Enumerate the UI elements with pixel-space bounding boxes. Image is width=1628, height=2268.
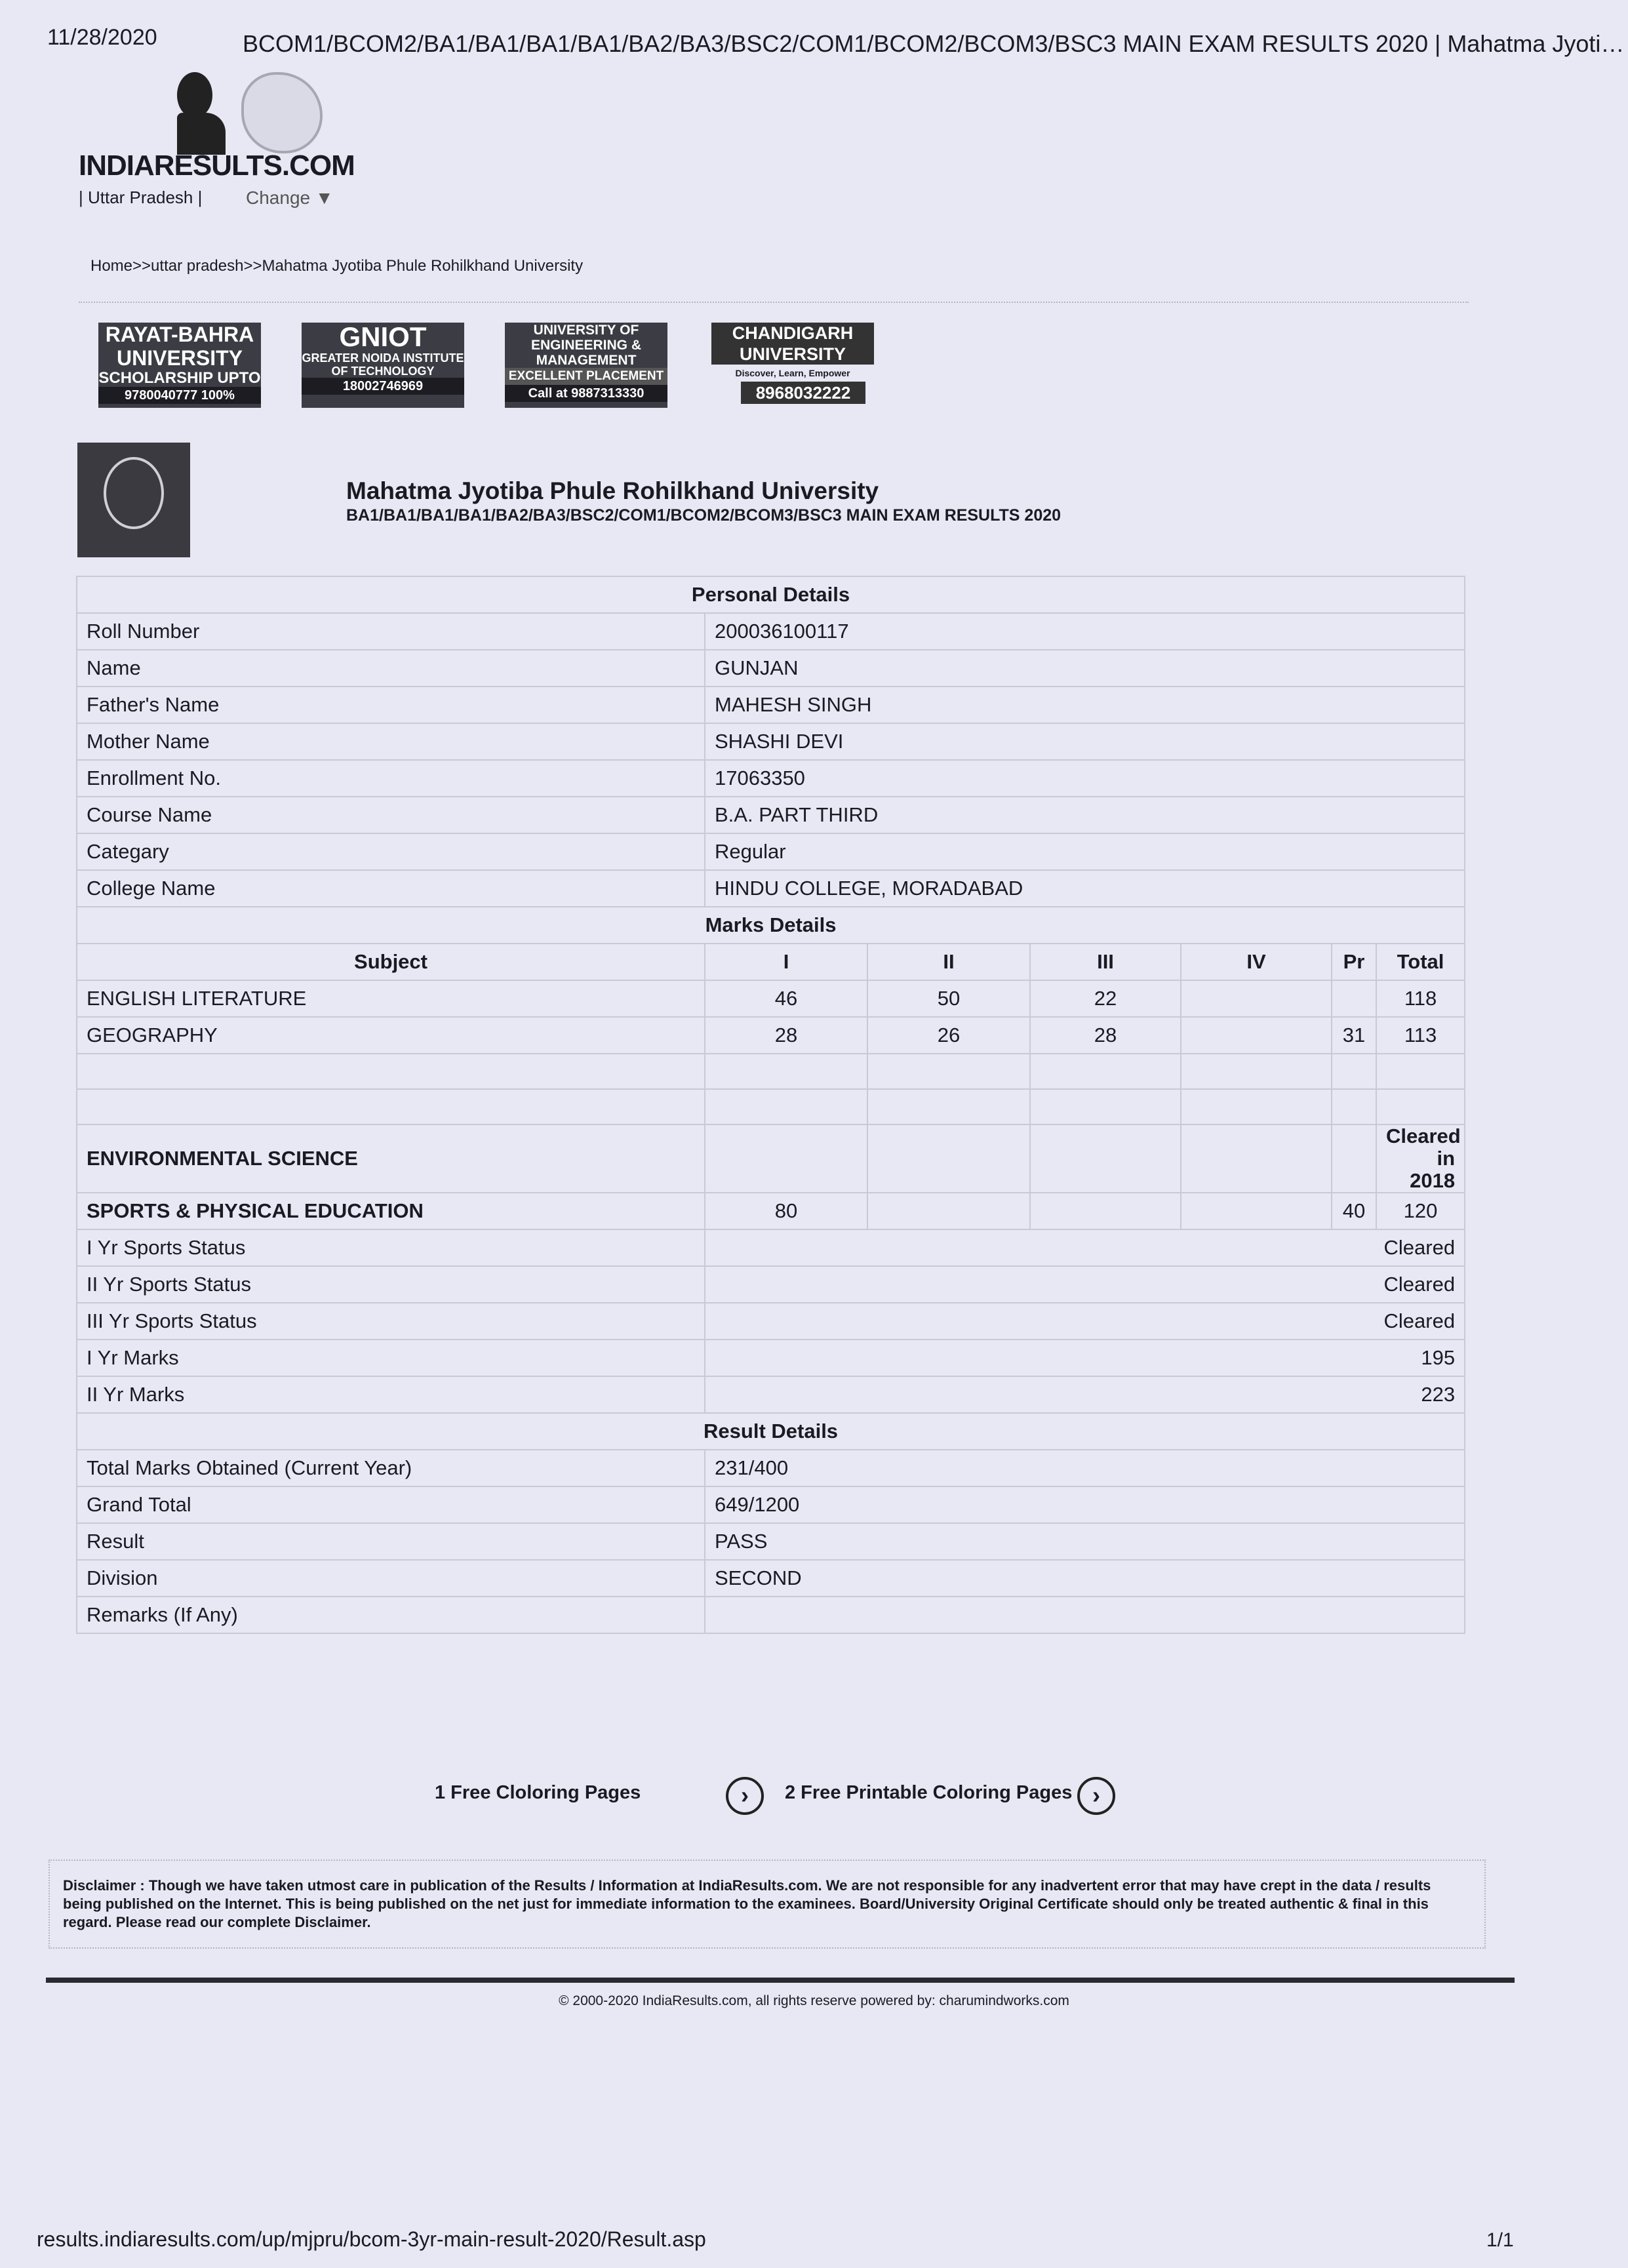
change-state-link[interactable]: Change ▼ [246,188,334,208]
total-cell: 113 [1376,1017,1465,1054]
mark-cell: 26 [867,1017,1030,1054]
subject-name: GEOGRAPHY [77,1017,705,1054]
column-header: IV [1181,944,1332,980]
ad-banner-uem[interactable] [505,323,667,408]
mark-cell [1332,980,1376,1017]
ad-banner-rayat-bahra[interactable] [98,323,261,408]
person-icon [177,72,212,118]
ad-line: UNIVERSITY [116,346,243,370]
row-label: Enrollment No. [77,760,705,797]
result-details-heading: Result Details [77,1413,1465,1450]
row-value: Cleared [705,1303,1465,1340]
ad-line: GREATER NOIDA INSTITUTE OF TECHNOLOGY [302,351,464,378]
row-value [705,1597,1465,1633]
column-header: II [867,944,1030,980]
emblem-ring [104,457,164,529]
marks-header-row [77,944,1465,980]
table-row [77,1597,1465,1633]
subject-name: ENGLISH LITERATURE [77,980,705,1017]
ad-line: SCHOLARSHIP UPTO [98,369,261,387]
row-value: B.A. PART THIRD [705,797,1465,833]
row-value: 17063350 [705,760,1465,797]
row-value: PASS [705,1523,1465,1560]
row-label: I Yr Sports Status [77,1229,705,1266]
row-label: Name [77,650,705,686]
state-label: | Uttar Pradesh | [79,188,203,207]
table-row [77,870,1465,907]
print-date: 11/28/2020 [47,25,157,50]
row-value: GUNJAN [705,650,1465,686]
table-row [77,1340,1465,1376]
personal-details-heading: Personal Details [77,576,1465,613]
ad-banner-chandigarh[interactable] [711,323,874,408]
chevron-right-icon[interactable]: › [726,1777,764,1815]
row-label: III Yr Sports Status [77,1303,705,1340]
row-value: 649/1200 [705,1486,1465,1523]
row-value: 231/400 [705,1450,1465,1486]
ad-line: RAYAT-BAHRA [105,323,254,346]
ad-line: CHANDIGARH UNIVERSITY [711,323,874,365]
ad-line: UNIVERSITY OF ENGINEERING & MANAGEMENT [530,323,642,368]
mark-cell: 22 [1030,980,1181,1017]
empty-row [77,1089,1465,1124]
print-page-title: BCOM1/BCOM2/BA1/BA1/BA1/BA1/BA2/BA3/BSC2/COM1/BCOM2/BCOM3/BSC3 MAIN EXAM RESULTS 2020 | Mahatma Jyoti… [243,30,1625,57]
row-value: 200036100117 [705,613,1465,650]
mark-cell [1181,980,1332,1017]
total-cell: 120 [1376,1193,1465,1229]
row-value: HINDU COLLEGE, MORADABAD [705,870,1465,907]
column-header: Total [1376,944,1465,980]
table-row [77,1229,1465,1266]
column-header: III [1030,944,1181,980]
chevron-right-icon[interactable]: › [1077,1777,1115,1815]
state-map-icon [241,72,323,153]
table-row [77,1450,1465,1486]
row-value: 195 [705,1340,1465,1376]
free-printable-coloring-pages-link[interactable]: 2 Free Printable Coloring Pages [785,1782,1073,1803]
table-row [77,1560,1465,1597]
row-value: 223 [705,1376,1465,1413]
mark-cell: 31 [1332,1017,1376,1054]
free-coloring-pages-link[interactable]: 1 Free Cloloring Pages [435,1782,641,1803]
subject-name: ENVIRONMENTAL SCIENCE [77,1124,705,1193]
row-value: SHASHI DEVI [705,723,1465,760]
column-header: Pr [1332,944,1376,980]
result-table [76,576,1465,1634]
row-label: II Yr Marks [77,1376,705,1413]
footer-divider [46,1978,1515,1983]
row-label: Roll Number [77,613,705,650]
table-row [77,797,1465,833]
table-row [77,613,1465,650]
table-row [77,686,1465,723]
row-label: Total Marks Obtained (Current Year) [77,1450,705,1486]
exam-title: BA1/BA1/BA1/BA1/BA2/BA3/BSC2/COM1/BCOM2/BCOM3/BSC3 MAIN EXAM RESULTS 2020 [346,506,1062,525]
ad-line: 8968032222 [741,382,865,404]
row-label: Mother Name [77,723,705,760]
copyright: © 2000-2020 IndiaResults.com, all rights reserve powered by: charumindworks.com [559,1993,1069,2008]
mark-cell [1181,1017,1332,1054]
print-page-number: 1/1 [1486,2229,1514,2251]
row-label: Father's Name [77,686,705,723]
ad-line: EXCELLENT PLACEMENT [505,368,667,385]
ad-line: 18002746969 [302,378,464,395]
subject-row [77,1193,1465,1229]
table-row [77,760,1465,797]
mark-cell: 46 [705,980,867,1017]
column-header: Subject [77,944,705,980]
total-cell: 118 [1376,980,1465,1017]
person-body-icon [177,113,226,155]
row-label: I Yr Marks [77,1340,705,1376]
subject-row [77,1124,1465,1193]
university-emblem-icon [77,443,190,557]
ad-line: GNIOT [339,321,427,352]
row-label: Result [77,1523,705,1560]
row-value: Cleared [705,1229,1465,1266]
ad-line: Call at 9887313330 [505,385,667,402]
table-row [77,1303,1465,1340]
empty-row [77,1054,1465,1089]
subject-row [77,1017,1465,1054]
mark-cell: 28 [705,1017,867,1054]
row-value: Cleared [705,1266,1465,1303]
column-header: I [705,944,867,980]
row-label: Categary [77,833,705,870]
subject-name: SPORTS & PHYSICAL EDUCATION [77,1193,705,1229]
print-url: results.indiaresults.com/up/mjpru/bcom-3yr-main-result-2020/Result.asp [37,2227,706,2251]
total-cell [1376,1124,1465,1193]
row-value: SECOND [705,1560,1465,1597]
table-row [77,650,1465,686]
table-row [77,1486,1465,1523]
mark-cell: 50 [867,980,1030,1017]
mark-cell: 40 [1332,1193,1376,1229]
cleared-text: Cleared [1386,1124,1461,1147]
table-row [77,723,1465,760]
ad-line: Discover, Learn, Empower [735,368,850,378]
table-row [77,1523,1465,1560]
ad-banner-gniot[interactable] [302,323,464,408]
row-label: II Yr Sports Status [77,1266,705,1303]
table-row [77,833,1465,870]
logo-text[interactable]: INDIARESULTS.COM [79,149,355,182]
mark-cell: 80 [705,1193,867,1229]
mark-cell: 28 [1030,1017,1181,1054]
row-value: MAHESH SINGH [705,686,1465,723]
row-label: Course Name [77,797,705,833]
table-row [77,1376,1465,1413]
marks-details-heading: Marks Details [77,907,1465,944]
divider [79,302,1469,303]
row-value: Regular [705,833,1465,870]
row-label: Division [77,1560,705,1597]
row-label: Grand Total [77,1486,705,1523]
subject-row [77,980,1465,1017]
row-label: Remarks (If Any) [77,1597,705,1633]
row-label: College Name [77,870,705,907]
cleared-year: in 2018 [1410,1147,1456,1192]
table-row [77,1266,1465,1303]
university-name: Mahatma Jyotiba Phule Rohilkhand University [346,477,879,504]
disclaimer: Disclaimer : Though we have taken utmost care in publication of the Results / Information at IndiaResults.com. We are not responsible for any inadvertent error that may have crept in the data / results being published on the Internet. This is being published on the net just for immediate information to the examinees. Board/University Original Certificate should only be treated authentic & final in this regard. Please read our complete Disclaimer. [49,1860,1486,1949]
breadcrumb[interactable]: Home>>uttar pradesh>>Mahatma Jyotiba Phule Rohilkhand University [90,257,584,275]
ad-line: 9780040777 100% [98,387,261,404]
